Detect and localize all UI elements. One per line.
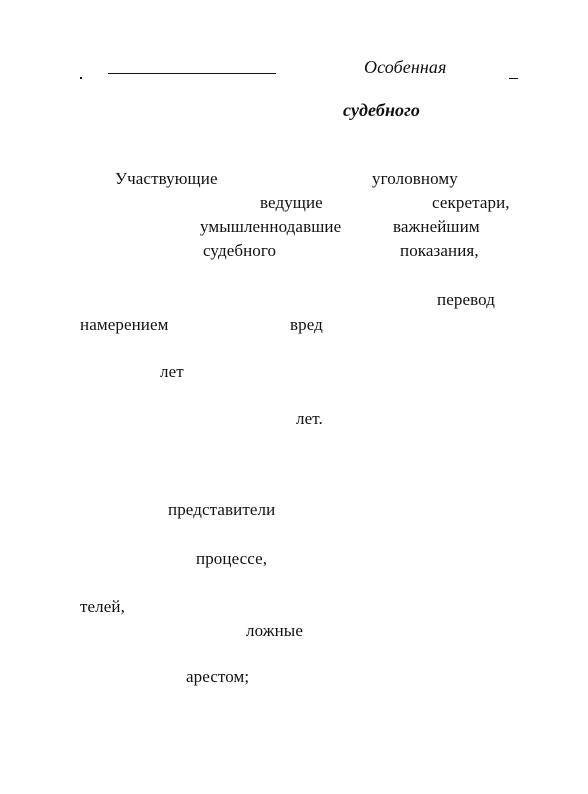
body-line-3-left: умышленнодавшие: [200, 217, 342, 236]
title-dash: [509, 78, 518, 79]
body-line-2-middle: ведущие: [260, 193, 323, 212]
body-line-6-middle: вред: [290, 315, 323, 334]
title-fragment: Особенная: [364, 57, 447, 77]
body-line-11: телей,: [80, 597, 125, 616]
body-line-10: процессе,: [196, 549, 268, 568]
body-line-13: арестом;: [186, 667, 250, 686]
body-line-1-right: уголовному: [372, 169, 458, 188]
body-line-2-right: секретари,: [432, 193, 510, 212]
body-line-5-right: перевод: [437, 290, 495, 309]
body-line-9: представители: [168, 500, 276, 519]
subtitle-fragment: судебного: [343, 100, 421, 120]
body-line-7: лет: [160, 362, 184, 381]
body-line-1-left: Участвующие: [115, 169, 218, 188]
body-line-6-left: намерением: [80, 315, 169, 334]
body-line-4-right: показания,: [400, 241, 479, 260]
stray-mark: [80, 77, 82, 79]
body-line-12: ложные: [246, 621, 303, 640]
title-underline: [108, 73, 276, 74]
body-line-8: лет.: [296, 409, 323, 428]
body-line-4-left: судебного: [203, 241, 277, 260]
body-line-3-right: важнейшим: [393, 217, 480, 236]
